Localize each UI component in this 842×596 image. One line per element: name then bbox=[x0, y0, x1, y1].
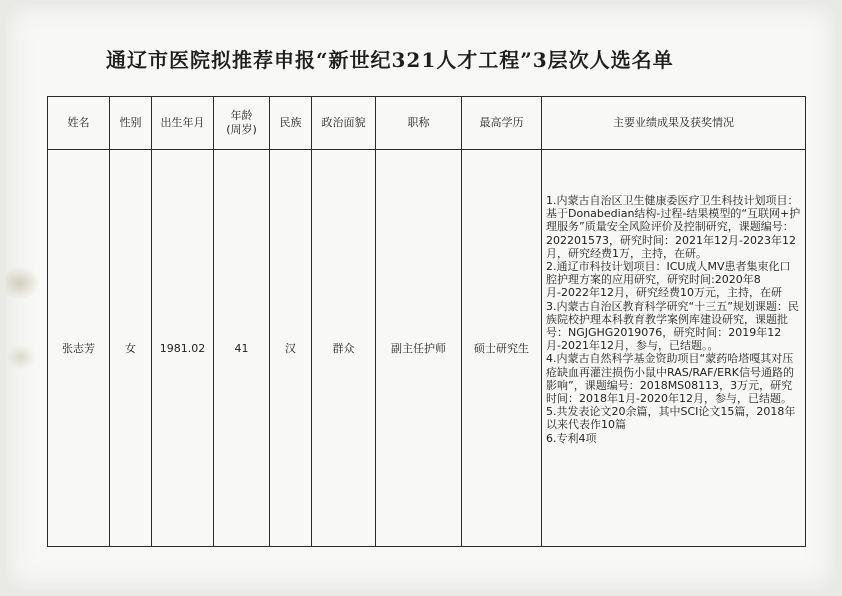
paper-stain bbox=[6, 344, 36, 370]
achievement-item: 4.内蒙古自然科学基金资助项目“蒙药哈塔嘎其对压疮缺血再灌注损伤小鼠中RAS/RAF/ERK信号通路的影响”，课题编号：2018MS08113，3万元，研究时间：2018年1月-2020年12月，参与，已结题。 bbox=[546, 352, 794, 406]
document-page bbox=[6, 4, 836, 590]
header-name: 姓名 bbox=[48, 97, 110, 150]
header-age bbox=[214, 97, 270, 150]
header-education: 最高学历 bbox=[462, 97, 542, 150]
cell-achievements bbox=[542, 150, 806, 547]
cell-political: 群众 bbox=[312, 150, 376, 547]
header-political: 政治面貌 bbox=[312, 97, 376, 150]
document-title: 通辽市医院拟推荐申报“新世纪321人才工程”3层次人选名单 bbox=[106, 48, 674, 72]
achievement-item: 3.内蒙古自治区教育科学研究“十三五”规划课题：民族院校护理本科教育教学案例库建设研究，课题批号：NGJGHG2019076，研究时间：2019年12月-2021年12月，参与，已结题。。 bbox=[546, 299, 799, 353]
header-ethnicity: 民族 bbox=[270, 97, 312, 150]
achievement-item: 5.共发表论文20余篇，其中SCI论文15篇，2018年以来代表作10篇 bbox=[546, 405, 796, 432]
cell-gender: 女 bbox=[110, 150, 152, 547]
header-gender: 性别 bbox=[110, 97, 152, 150]
header-age-line1: 年龄 bbox=[230, 109, 253, 122]
achievement-item: 2.通辽市科技计划项目：ICU成人MV患者集束化口腔护理方案的应用研究，研究时间:2020年8月-2022年12月，研究经费10万元，主持，在研 bbox=[546, 260, 791, 300]
header-birth: 出生年月 bbox=[152, 97, 214, 150]
cell-name: 张志芳 bbox=[48, 150, 110, 547]
cell-ethnicity: 汉 bbox=[270, 150, 312, 547]
candidate-table bbox=[47, 96, 806, 547]
table-row bbox=[48, 150, 806, 547]
achievement-item: 1.内蒙古自治区卫生健康委医疗卫生科技计划项目：基于Donabedian结构-过程-结果模型的“互联网+护理服务”质量安全风险评价及控制研究，课题编号：202201573，研究时间：2021年12月-2023年12月，研究经费1万，主持，在研。 bbox=[546, 194, 801, 260]
cell-education: 硕士研究生 bbox=[462, 150, 542, 547]
paper-stain bbox=[6, 266, 40, 300]
cell-age: 41 bbox=[214, 150, 270, 547]
header-achievements: 主要业绩成果及获奖情况 bbox=[542, 97, 806, 150]
achievement-item: 6.专利4项 bbox=[546, 431, 597, 445]
cell-birth: 1981.02 bbox=[152, 150, 214, 547]
header-title: 职称 bbox=[376, 97, 462, 150]
cell-title: 副主任护师 bbox=[376, 150, 462, 547]
header-age-line2: (周岁) bbox=[226, 123, 257, 136]
header-row bbox=[48, 97, 806, 150]
